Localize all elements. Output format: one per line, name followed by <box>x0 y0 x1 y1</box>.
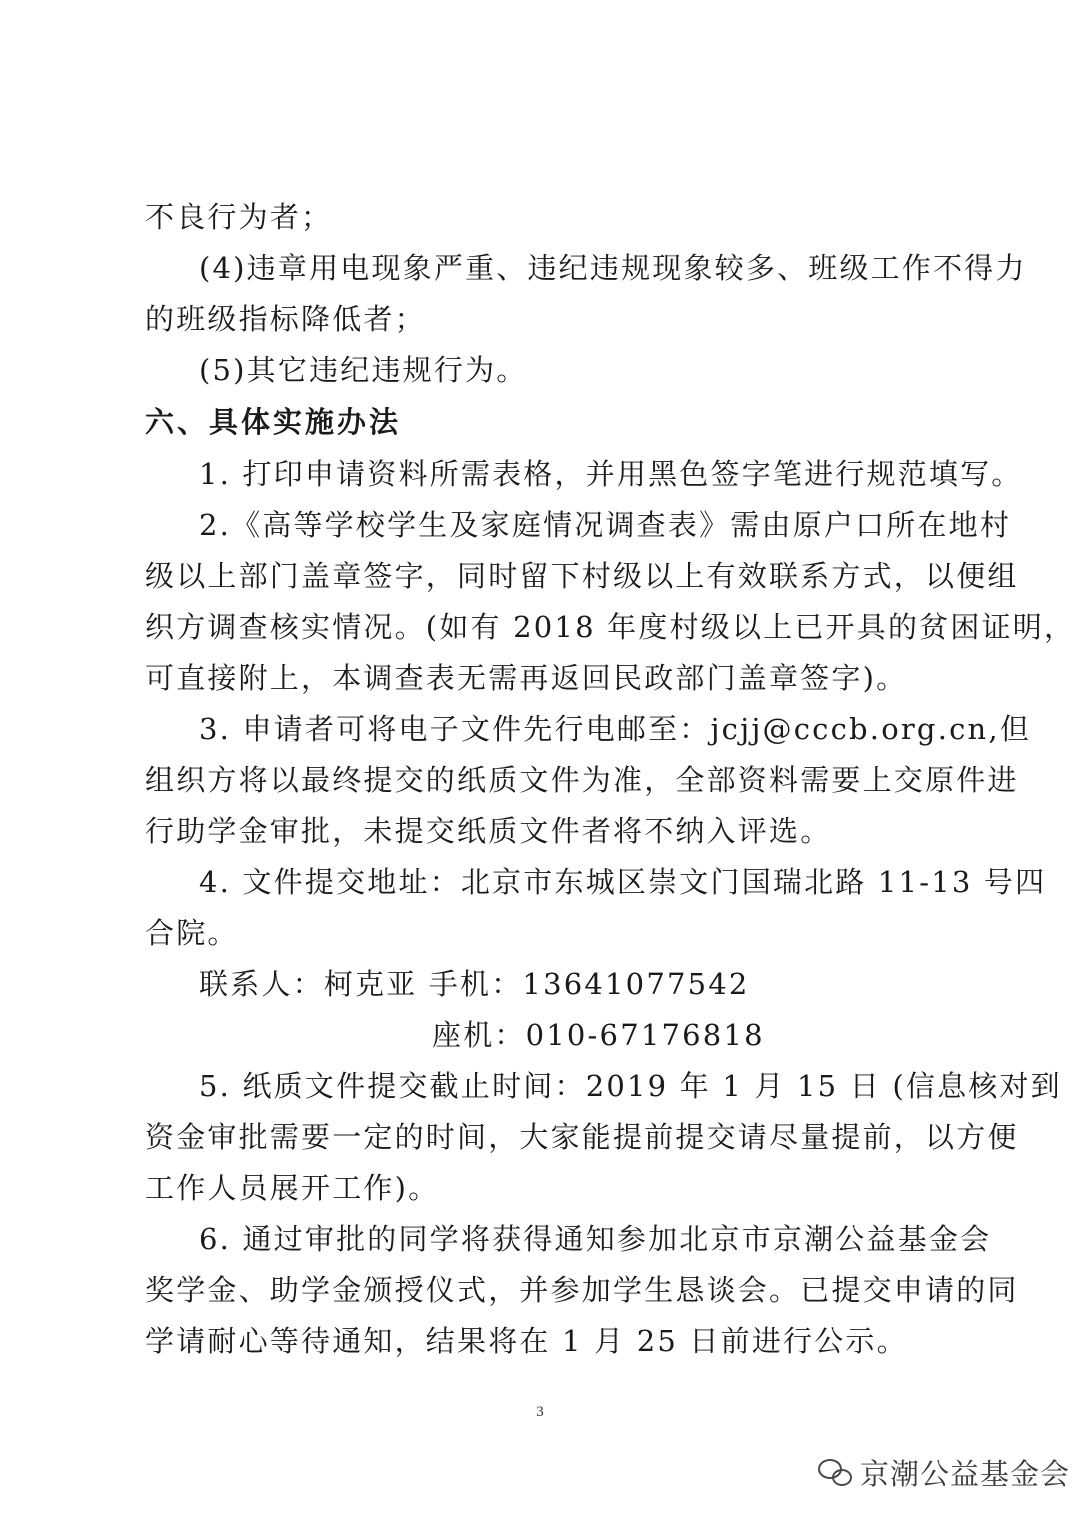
text-line-2: (4)违章用电现象严重、违纪违规现象较多、班级工作不得力 <box>199 251 1027 285</box>
watermark-text: 京潮公益基金会 <box>860 1456 1071 1491</box>
text-line-4: (5)其它违纪违规行为。 <box>199 353 528 387</box>
text-line-3: 的班级指标降低者； <box>145 302 426 336</box>
contact-line: 联系人：柯克亚 手机：13641077542 <box>199 967 750 1001</box>
text-line-22: 奖学金、助学金颁授仪式，并参加学生恳谈会。已提交申请的同 <box>145 1273 1019 1307</box>
text-line-14: 4. 文件提交地址：北京市东城区崇文门国瑞北路 11-13 号四 <box>199 865 1047 899</box>
text-line-8: 级以上部门盖章签字，同时留下村级以上有效联系方式，以便组 <box>145 559 1019 593</box>
text-line-7: 2.《高等学校学生及家庭情况调查表》需由原户口所在地村 <box>199 508 1012 542</box>
text-line-19: 资金审批需要一定的时间，大家能提前提交请尽量提前，以方便 <box>145 1120 1019 1154</box>
text-line-6: 1. 打印申请资料所需表格，并用黑色签字笔进行规范填写。 <box>199 457 1023 491</box>
text-line-10: 可直接附上，本调查表无需再返回民政部门盖章签字)。 <box>145 661 908 695</box>
text-line-1: 不良行为者； <box>145 200 333 234</box>
landline-line: 座机：010-67176818 <box>432 1018 765 1052</box>
text-line-12: 组织方将以最终提交的纸质文件为准，全部资料需要上交原件进 <box>145 763 1019 797</box>
text-line-13: 行助学金审批，未提交纸质文件者将不纳入评选。 <box>145 814 832 848</box>
text-line-11: 3. 申请者可将电子文件先行电邮至：jcjj@cccb.org.cn,但 <box>199 712 1032 746</box>
text-line-18: 5. 纸质文件提交截止时间：2019 年 1 月 15 日 (信息核对到 <box>199 1069 1062 1103</box>
text-line-23: 学请耐心等待通知，结果将在 1 月 25 日前进行公示。 <box>145 1324 908 1358</box>
section-heading: 六、具体实施办法 <box>145 405 402 439</box>
text-line-15: 合院。 <box>145 916 239 950</box>
page-number: 3 <box>536 1404 544 1420</box>
wechat-watermark <box>818 1452 1070 1492</box>
wechat-icon <box>818 1457 852 1487</box>
text-line-20: 工作人员展开工作)。 <box>145 1171 440 1205</box>
text-line-9: 织方调查核实情况。(如有 2018 年度村级以上已开具的贫困证明， <box>145 610 1076 644</box>
text-line-21: 6. 通过审批的同学将获得通知参加北京市京潮公益基金会 <box>199 1222 992 1256</box>
